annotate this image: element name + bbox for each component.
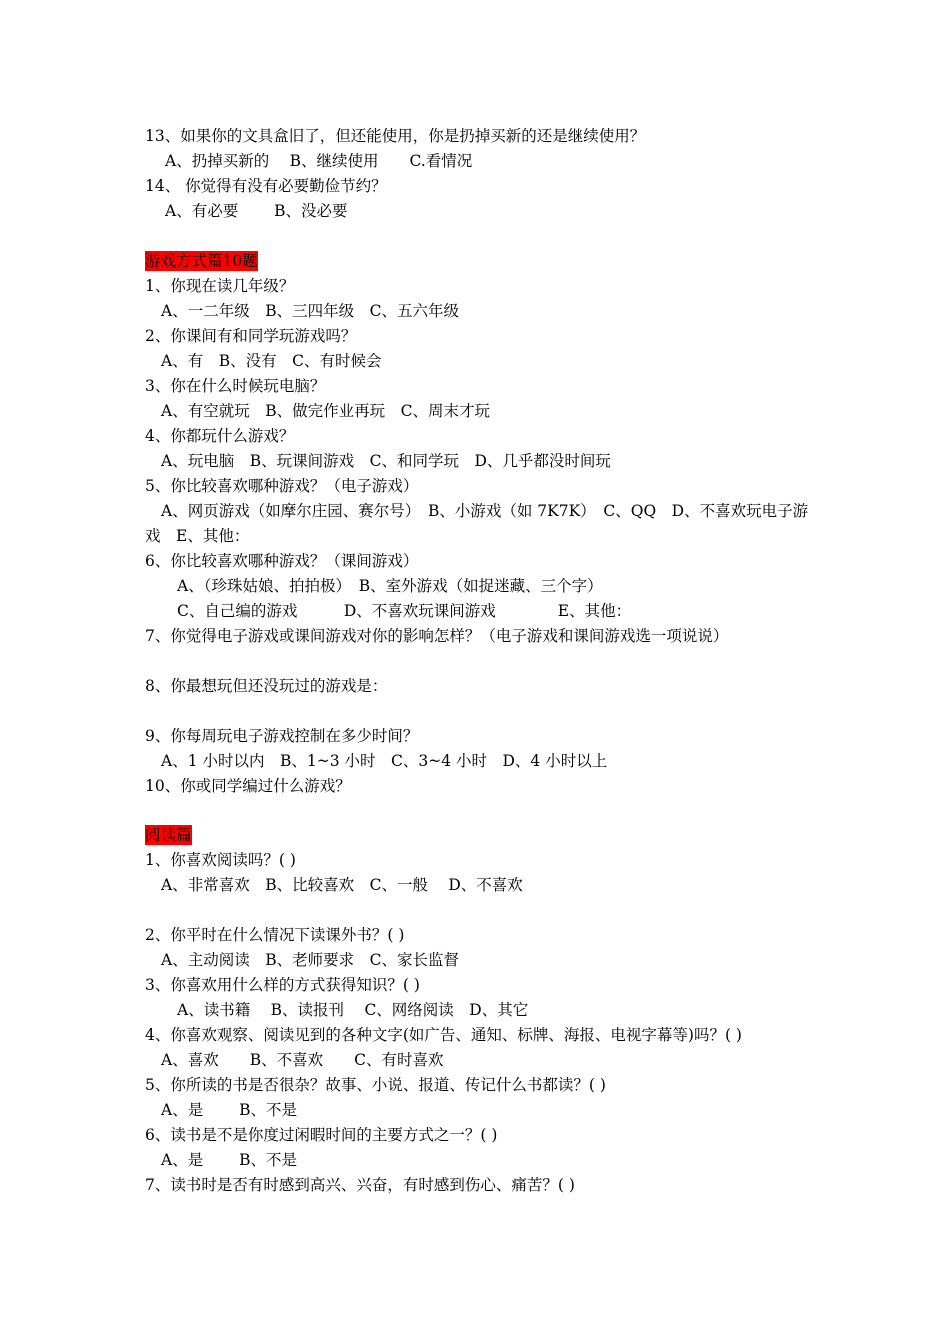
games-line: 5、你比较喜欢哪种游戏？（电子游戏） bbox=[145, 477, 419, 495]
reading-section-heading: 阅读篇 bbox=[145, 826, 192, 844]
games-section-heading: 游戏方式篇10题 bbox=[145, 252, 258, 270]
games-line: A、有空就玩 B、做完作业再玩 C、周末才玩 bbox=[161, 402, 490, 420]
reading-line: A、主动阅读 B、老师要求 C、家长监督 bbox=[161, 951, 459, 969]
games-line: 8、你最想玩但还没玩过的游戏是： bbox=[145, 677, 388, 695]
games-line: 10、你或同学编过什么游戏？ bbox=[145, 777, 351, 795]
games-line: 3、你在什么时候玩电脑？ bbox=[145, 377, 326, 395]
games-line: A、一二年级 B、三四年级 C、五六年级 bbox=[161, 302, 459, 320]
reading-line: A、读书籍 B、读报刊 C、网络阅读 D、其它 bbox=[177, 1001, 529, 1019]
games-line: A、有 B、没有 C、有时候会 bbox=[161, 352, 382, 370]
games-line: 戏 E、其他： bbox=[145, 527, 250, 545]
reading-line: 1、你喜欢阅读吗？( ) bbox=[145, 851, 296, 869]
games-line: A、（珍珠姑娘、拍拍极） B、室外游戏（如捉迷藏、三个字） bbox=[177, 577, 603, 595]
reading-line: 4、你喜欢观察、阅读见到的各种文字(如广告、通知、标牌、海报、电视字幕等)吗？( ) bbox=[145, 1026, 742, 1044]
reading-line: A、非常喜欢 B、比较喜欢 C、一般 D、不喜欢 bbox=[161, 876, 523, 894]
games-line: C、自己编的游戏 D、不喜欢玩课间游戏 E、其他： bbox=[177, 602, 632, 620]
reading-line: 3、你喜欢用什么样的方式获得知识？( ) bbox=[145, 976, 420, 994]
reading-line: A、喜欢 B、不喜欢 C、有时喜欢 bbox=[161, 1051, 444, 1069]
reading-line: A、是 B、不是 bbox=[161, 1151, 298, 1169]
games-line: 7、你觉得电子游戏或课间游戏对你的影响怎样？（电子游戏和课间游戏选一项说说） bbox=[145, 627, 729, 645]
reading-line: 5、你所读的书是否很杂？故事、小说、报道、传记什么书都读？( ) bbox=[145, 1076, 606, 1094]
games-line: A、玩电脑 B、玩课间游戏 C、和同学玩 D、几乎都没时间玩 bbox=[161, 452, 611, 470]
games-line: A、1 小时以内 B、1~3 小时 C、3~4 小时 D、4 小时以上 bbox=[161, 752, 608, 770]
games-line: 1、你现在读几年级？ bbox=[145, 277, 295, 295]
reading-line: 7、读书时是否有时感到高兴、兴奋，有时感到伤心、痛苦？( ) bbox=[145, 1176, 575, 1194]
reading-line: 2、你平时在什么情况下读课外书？( ) bbox=[145, 926, 405, 944]
question-14-options: A、有必要 B、没必要 bbox=[165, 202, 348, 220]
games-line: 4、你都玩什么游戏？ bbox=[145, 427, 295, 445]
reading-line: A、是 B、不是 bbox=[161, 1101, 298, 1119]
question-13-options: A、扔掉买新的 B、继续使用 C.看情况 bbox=[165, 152, 473, 170]
games-line: A、网页游戏（如摩尔庄园、赛尔号） B、小游戏（如 7K7K） C、QQ D、不喜欢玩电子游 bbox=[161, 502, 809, 520]
games-line: 9、你每周玩电子游戏控制在多少时间？ bbox=[145, 727, 419, 745]
games-line: 6、你比较喜欢哪种游戏？（课间游戏） bbox=[145, 552, 419, 570]
question-14: 14、 你觉得有没有必要勤俭节约？ bbox=[145, 177, 387, 195]
question-13: 13、如果你的文具盒旧了，但还能使用，你是扔掉买新的还是继续使用？ bbox=[145, 127, 646, 145]
reading-line: 6、读书是不是你度过闲暇时间的主要方式之一？( ) bbox=[145, 1126, 498, 1144]
games-line: 2、你课间有和同学玩游戏吗？ bbox=[145, 327, 357, 345]
